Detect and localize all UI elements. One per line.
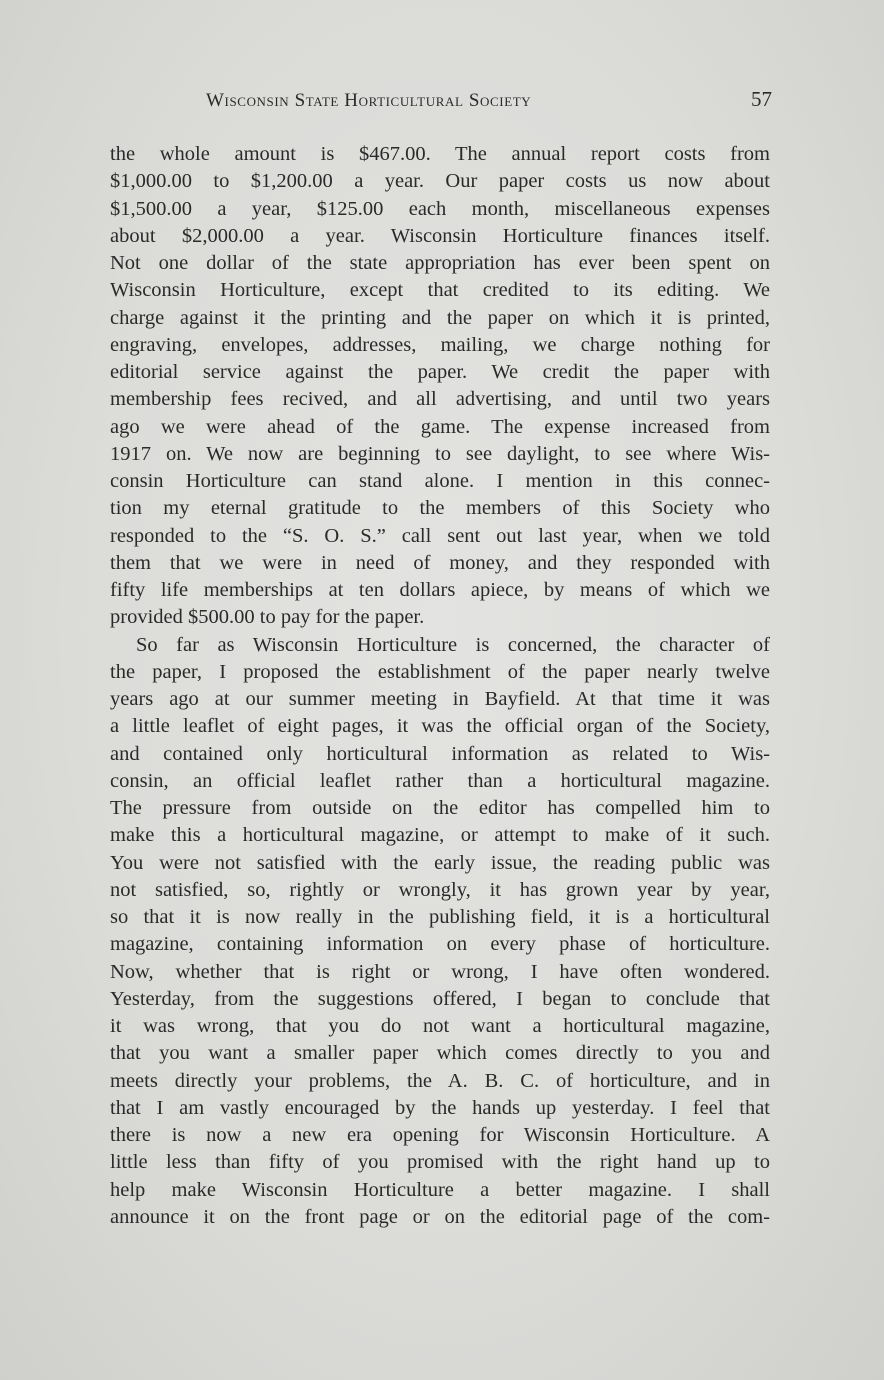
- text-line: charge against it the printing and the paper on which it is printed,: [110, 306, 770, 329]
- text-line: a little leaflet of eight pages, it was the official organ of the Society,: [110, 715, 770, 738]
- text-line: magazine, containing information on every phase of horticulture.: [110, 933, 770, 956]
- text-line: tion my eternal gratitude to the members of this Society who: [110, 497, 770, 520]
- text-line: responded to the “S. O. S.” call sent out last year, when we told: [110, 524, 770, 547]
- text-line: consin Horticulture can stand alone. I mention in this connec-: [110, 470, 770, 492]
- text-line: Now, whether that is right or wrong, I have often wondered.: [110, 960, 770, 983]
- paragraph-end-line: provided $500.00 to pay for the paper.: [110, 606, 425, 629]
- text-line: the whole amount is $467.00. The annual report costs from: [110, 143, 770, 165]
- text-line: consin, an official leaflet rather than a horticultural magazine.: [110, 769, 770, 792]
- text-line: the paper, I proposed the establishment of the paper nearly twelve: [110, 660, 770, 683]
- text-line: there is now a new era opening for Wisconsin Horticulture. A: [110, 1124, 770, 1146]
- text-line: and contained only horticultural information as related to Wis-: [110, 742, 770, 765]
- text-line: meets directly your problems, the A. B. C. of horticulture, and in: [110, 1069, 770, 1092]
- text-line: The pressure from outside on the editor has compelled him to: [110, 797, 770, 819]
- text-line: not satisfied, so, rightly or wrongly, it has grown year by year,: [110, 878, 770, 901]
- text-line: $1,500.00 a year, $125.00 each month, miscellaneous expenses: [110, 197, 770, 220]
- text-line: make this a horticultural magazine, or attempt to make of it such.: [110, 824, 770, 847]
- text-line: Wisconsin Horticulture, except that credited to its editing. We: [110, 279, 770, 302]
- text-line: help make Wisconsin Horticulture a better magazine. I shall: [110, 1178, 770, 1201]
- running-header: [206, 87, 772, 120]
- page-number: 57: [751, 87, 772, 111]
- text-line: engraving, envelopes, addresses, mailing, we charge nothing for: [110, 333, 770, 356]
- text-line: it was wrong, that you do not want a horticultural magazine,: [110, 1015, 770, 1037]
- text-line: that you want a smaller paper which comes directly to you and: [110, 1042, 770, 1065]
- text-line: ago we were ahead of the game. The expense increased from: [110, 415, 770, 438]
- text-line: editorial service against the paper. We credit the paper with: [110, 361, 770, 383]
- text-line: fifty life memberships at ten dollars apiece, by means of which we: [110, 579, 770, 601]
- paragraph-start-line: So far as Wisconsin Horticulture is concerned, the character of: [136, 633, 770, 656]
- text-line: them that we were in need of money, and they responded with: [110, 551, 770, 574]
- text-line: about $2,000.00 a year. Wisconsin Horticulture finances itself.: [110, 224, 770, 247]
- running-title: Wisconsin State Horticultural Society: [206, 90, 532, 111]
- text-line: Not one dollar of the state appropriation has ever been spent on: [110, 252, 770, 274]
- text-line: years ago at our summer meeting in Bayfield. At that time it was: [110, 688, 770, 710]
- text-line: Yesterday, from the suggestions offered, I began to conclude that: [110, 987, 770, 1010]
- text-line: that I am vastly encouraged by the hands up yesterday. I feel that: [110, 1096, 770, 1119]
- text-line: little less than fifty of you promised with the right hand up to: [110, 1151, 770, 1174]
- text-line: membership fees recived, and all advertising, and until two years: [110, 388, 770, 411]
- text-line: $1,000.00 to $1,200.00 a year. Our paper costs us now about: [110, 170, 770, 193]
- text-line: You were not satisfied with the early issue, the reading public was: [110, 851, 770, 874]
- text-line: 1917 on. We now are beginning to see daylight, to see where Wis-: [110, 442, 770, 465]
- text-line: announce it on the front page or on the editorial page of the com-: [110, 1205, 770, 1228]
- body-text: [110, 141, 770, 1231]
- text-line: so that it is now really in the publishing field, it is a horticultural: [110, 906, 770, 928]
